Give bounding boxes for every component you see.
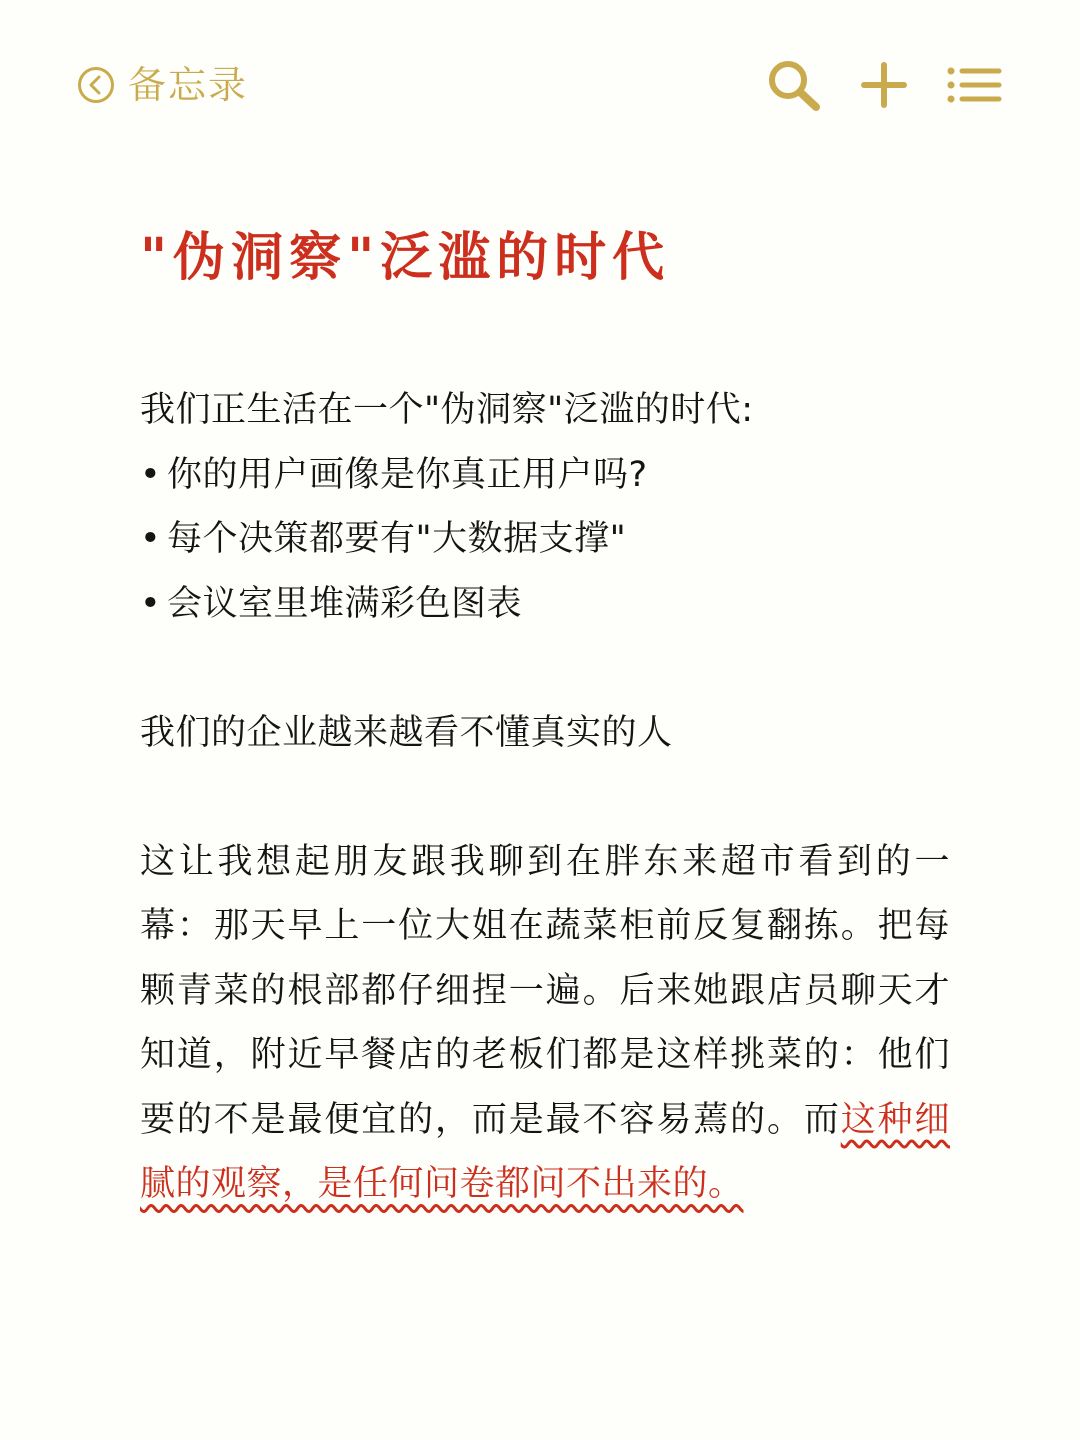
search-button[interactable]: [764, 56, 824, 116]
bullet-marker: •: [140, 519, 162, 559]
list-item: [140, 572, 950, 637]
bullet-text: 会议室里堆满彩色图表: [167, 583, 523, 624]
list-view-button[interactable]: [942, 56, 1002, 116]
list-item: [140, 443, 950, 508]
bullet-text: 每个决策都要有"大数据支撑": [167, 519, 627, 559]
list-icon: [942, 56, 1002, 116]
bullet-marker: •: [140, 583, 162, 624]
story-text: 这让我想起朋友跟我聊到在胖东来超市看到的一幕：那天早上一位大姐在蔬菜柜前反复翻拣。把每颗青菜的根部都仔细捏一遍。后来她跟店员聊天才知道，附近早餐店的老板们都是这样挑菜的：他们要的不是最便宜的，而是最不容易蔫的。而: [140, 841, 950, 1140]
list-item: [140, 507, 950, 572]
bullet-marker: •: [140, 454, 162, 495]
plus-icon: [854, 56, 914, 116]
back-button[interactable]: [76, 60, 248, 110]
note-title: "伪洞察"泛滥的时代: [140, 227, 671, 288]
bullet-text: 你的用户画像是你真正用户吗?: [167, 454, 648, 495]
navigation-bar: [0, 0, 1080, 170]
statement-paragraph: 我们的企业越来越看不懂真实的人: [140, 712, 673, 753]
paragraph-spacer: [140, 636, 950, 701]
paragraph-spacer: [140, 765, 950, 830]
story-paragraph: [140, 830, 950, 1217]
back-label: 备忘录: [128, 63, 249, 107]
search-icon: [764, 56, 824, 116]
chevron-left-circle-icon: [76, 65, 116, 105]
add-note-button[interactable]: [854, 56, 914, 116]
note-body[interactable]: [140, 378, 950, 1217]
highlighted-text: 这种细腻的观察，是任何问卷都问不出来的。: [140, 1099, 950, 1204]
bullet-list: [140, 443, 950, 637]
intro-paragraph: 我们正生活在一个"伪洞察"泛滥的时代:: [140, 390, 754, 430]
